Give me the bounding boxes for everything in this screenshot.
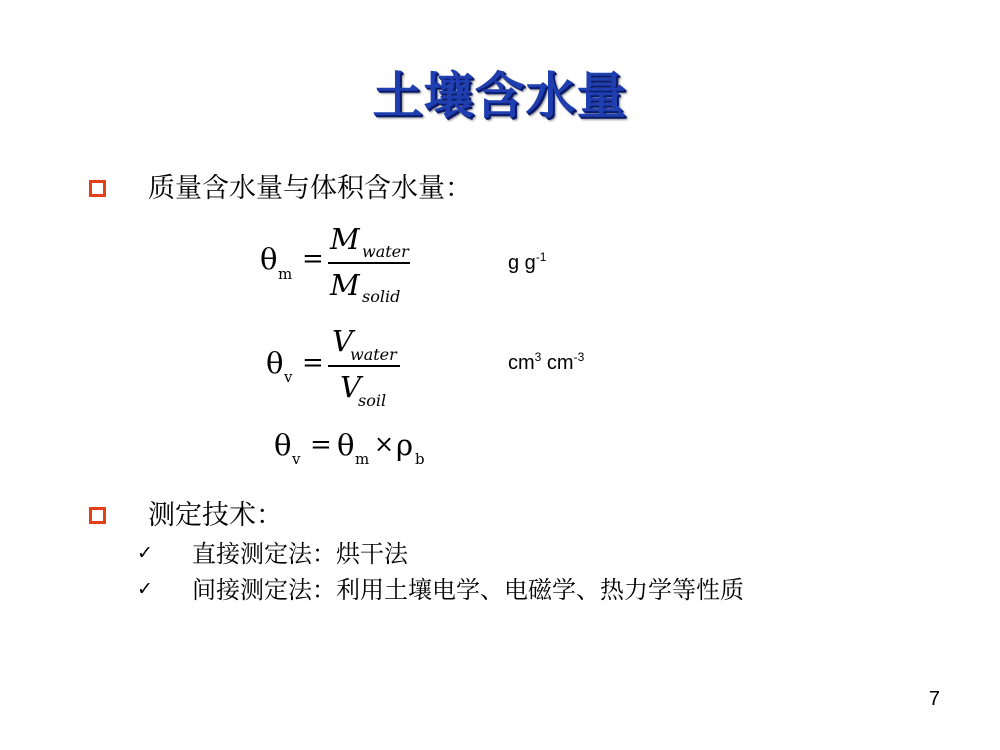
theta-m-subscript: m (355, 450, 370, 468)
theta-symbol: θ (274, 428, 292, 462)
rho-subscript: b (415, 450, 425, 468)
page-number: 7 (928, 688, 940, 710)
numerator-subscript: water (350, 345, 397, 364)
sub-item-text-2: 间接测定法：利用土壤电学、电磁学、热力学等性质 (192, 576, 744, 604)
checkmark-icon: ✓ (137, 542, 153, 564)
equals-sign: = (302, 244, 324, 274)
unit-volume-a: cm (508, 352, 535, 374)
sub-item-text-1: 直接测定法：烘干法 (192, 540, 408, 568)
unit-volume-b-exponent: -3 (573, 350, 585, 364)
unit-volume (508, 350, 584, 375)
theta-symbol: θ (260, 242, 278, 276)
denominator-variable: V (340, 370, 361, 404)
denominator-variable: M (330, 268, 360, 302)
equals-sign: = (310, 430, 332, 460)
equals-sign: = (302, 348, 324, 378)
bullet-square-icon (89, 180, 106, 197)
theta-subscript: v (284, 368, 293, 386)
fraction-bar (328, 262, 410, 264)
denominator-subscript: soil (358, 391, 387, 410)
bullet-square-icon (89, 507, 106, 524)
checkmark-icon: ✓ (137, 578, 153, 600)
bullet-text-1: 质量含水量与体积含水量： (148, 173, 472, 204)
slide-title: 土壤含水量 (372, 67, 628, 125)
unit-mass-exponent: -1 (535, 250, 547, 264)
unit-mass (508, 250, 546, 275)
numerator-subscript: water (362, 242, 409, 261)
theta-symbol: θ (266, 346, 284, 380)
theta-subscript: v (292, 450, 301, 468)
denominator-subscript: solid (362, 287, 401, 306)
numerator-variable: V (332, 324, 353, 358)
theta-subscript: m (278, 265, 293, 283)
theta-symbol-m: θ (337, 428, 355, 462)
unit-volume-a-exponent: 3 (534, 350, 542, 364)
numerator-variable: M (330, 222, 360, 256)
unit-volume-b: cm (541, 352, 574, 374)
bullet-text-2: 测定技术： (148, 500, 283, 531)
unit-mass-base: g g (508, 252, 536, 274)
fraction-bar (328, 365, 400, 367)
times-sign: × (374, 430, 395, 458)
rho-symbol: ρ (396, 428, 414, 462)
